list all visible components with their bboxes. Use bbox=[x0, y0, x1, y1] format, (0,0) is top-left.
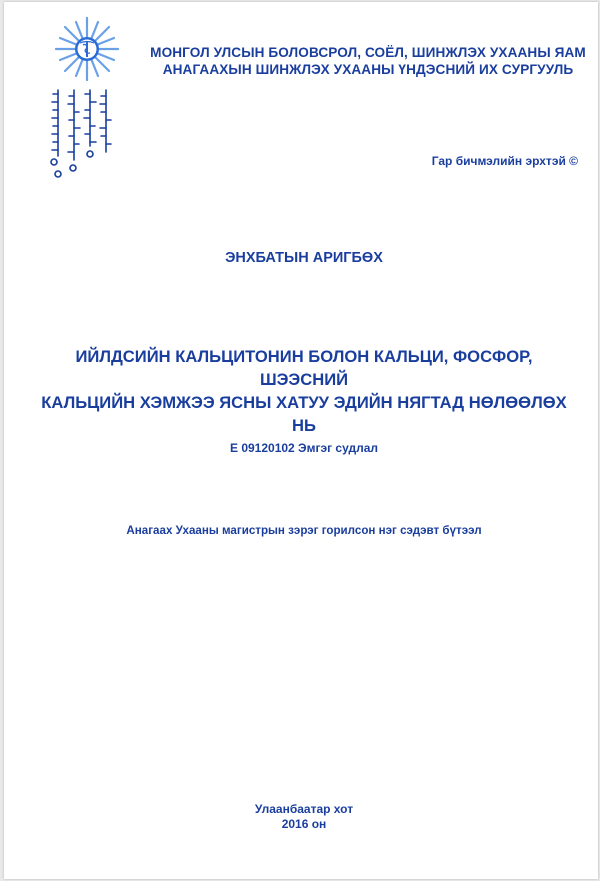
year: 2016 он bbox=[281, 817, 327, 831]
author-name: ЭНХБАТЫН АРИГБӨХ bbox=[225, 250, 383, 266]
ministry-line-1: МОНГОЛ УЛСЫН БОЛОВСРОЛ, СОЁЛ, ШИНЖЛЭХ УХААНЫ ЯАМ bbox=[150, 45, 586, 60]
city: Улаанбаатар хот bbox=[254, 802, 354, 816]
ministry-line-2: АНАГААХЫН ШИНЖЛЭХ УХААНЫ ҮНДЭСНИЙ ИХ СУРГУУЛЬ bbox=[162, 62, 574, 77]
copyright-notice: Гар бичмэлийн эрхтэй © bbox=[431, 154, 578, 168]
ministry-header bbox=[142, 44, 594, 78]
thesis-title-line-1: ИЙЛДСИЙН КАЛЬЦИТОНИН БОЛОН КАЛЬЦИ, ФОСФОР, ШЭЭСНИЙ bbox=[75, 347, 533, 389]
thesis-title bbox=[34, 345, 574, 437]
degree-statement: Анагаах Ухааны магистрын зэрэг горилсон нэг сэдэвт бүтээл bbox=[126, 524, 482, 537]
medical-university-emblem-icon bbox=[54, 16, 120, 82]
thesis-title-line-2: КАЛЬЦИЙН ХЭМЖЭЭ ЯСНЫ ХАТУУ ЭДИЙН НЯГТАД НӨЛӨӨЛӨХ НЬ bbox=[41, 393, 567, 435]
mongolian-script-seal-icon bbox=[46, 86, 116, 182]
place-and-year bbox=[4, 802, 600, 832]
specialty-code: Е 09120102 Эмгэг судлал bbox=[229, 441, 379, 455]
title-page bbox=[4, 2, 598, 879]
